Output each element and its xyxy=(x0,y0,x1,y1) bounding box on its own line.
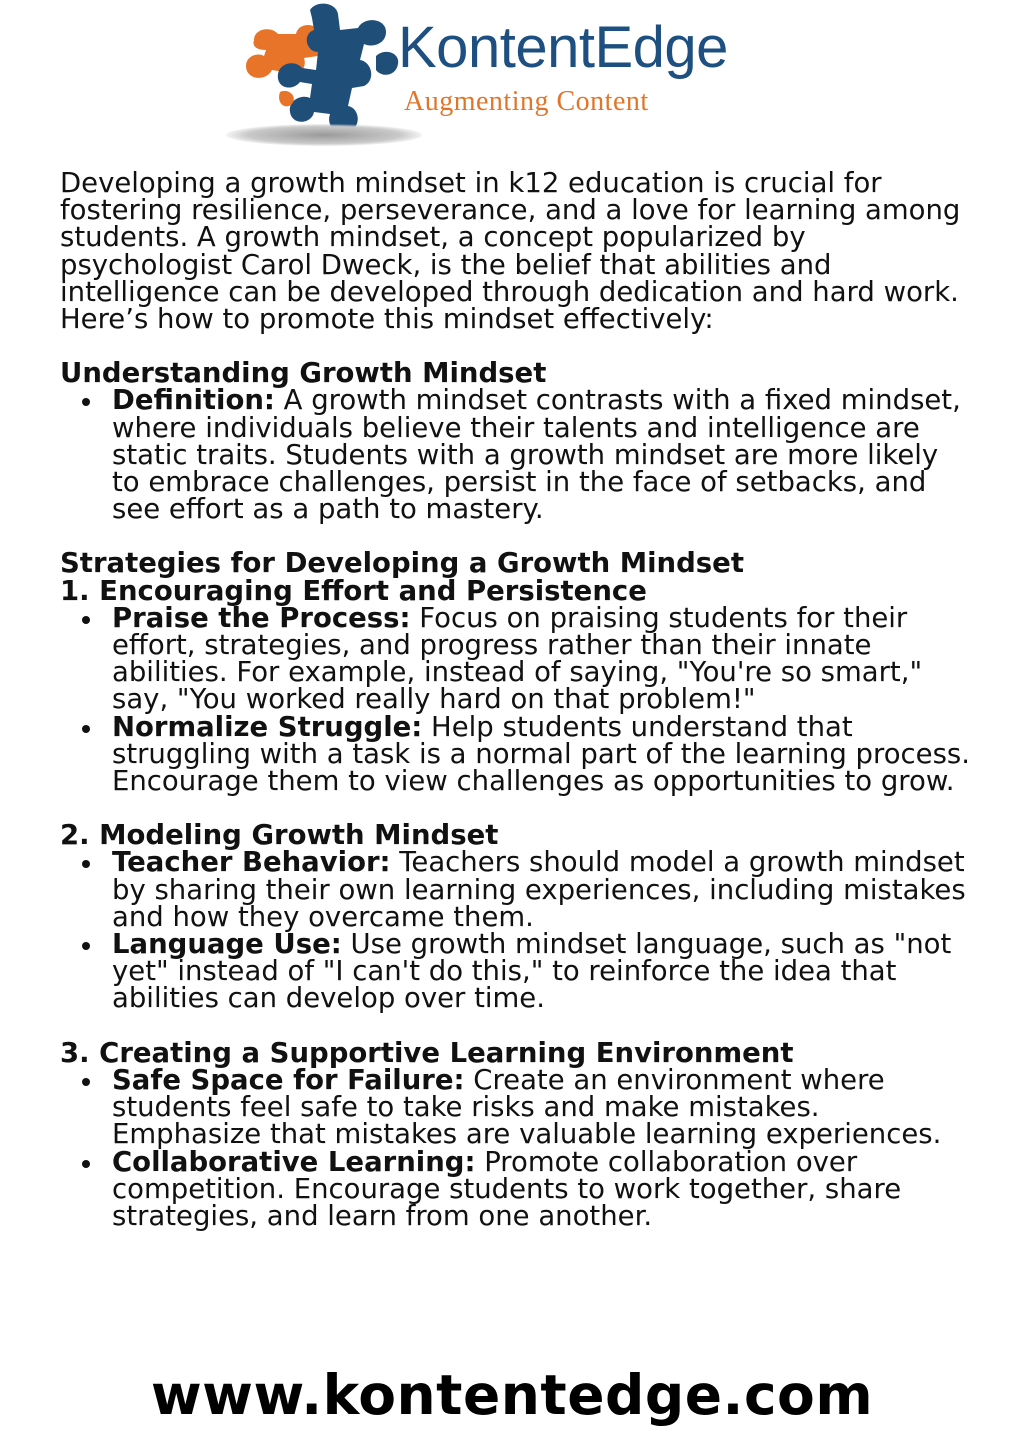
subsection-title-effort: 1. Encouraging Effort and Persistence xyxy=(60,574,647,607)
list-item xyxy=(112,1145,970,1232)
list-item xyxy=(112,846,970,933)
brand-name: KontentEdge xyxy=(398,15,728,80)
subsection-title-modeling: 2. Modeling Growth Mindset xyxy=(60,819,499,852)
item-text: A growth mindset contrasts with a fixed mindset, where individuals believe their talents and intelligence are static traits. Students with a growth mindset are more likely to embrace challenges, persist in the face of setbacks, and see effort as a path to mastery. xyxy=(112,384,961,526)
intro-paragraph: Developing a growth mindset in k12 education is crucial for fostering resilience, perseverance, and a love for learning among students. A growth mindset, a concept popularized by psychologist Carol Dweck, is the belief that abilities and intelligence can be developed through dedication and hard work. Here’s how to promote this mindset effectively: xyxy=(60,167,961,336)
list-item xyxy=(112,1063,970,1151)
item-term: Teacher Behavior: xyxy=(112,846,391,879)
item-text: Use growth mindset language, such as "not yet" instead of "I can't do this," to reinforce the idea that abilities can develop over time. xyxy=(112,928,952,1015)
item-text: Teachers should model a growth mindset by sharing their own learning experiences, including mistakes and how they overcame them. xyxy=(112,846,966,933)
item-text: Create an environment where students feel safe to take risks and make mistakes. Emphasize that mistakes are valuable learning experiences. xyxy=(112,1063,942,1151)
section-title-strategies: Strategies for Developing a Growth Mindset xyxy=(60,547,744,580)
website-url: www.kontentedge.com xyxy=(150,1363,874,1427)
subsection-title-environment: 3. Creating a Supportive Learning Environment xyxy=(60,1036,794,1069)
brand-tagline: Augmenting Content xyxy=(404,86,649,117)
bullet-dot-icon xyxy=(82,1078,90,1086)
item-term: Collaborative Learning: xyxy=(112,1145,476,1178)
item-term: Definition: xyxy=(112,384,275,417)
item-term: Safe Space for Failure: xyxy=(112,1063,465,1096)
item-text: Promote collaboration over competition. Encourage students to work together, share strategies, and learn from one another. xyxy=(112,1145,902,1232)
bullet-dot-icon xyxy=(82,725,90,733)
brand-logo xyxy=(226,0,806,160)
bullet-list-modeling xyxy=(60,846,970,1015)
bullet-list-effort xyxy=(60,601,970,798)
list-item xyxy=(112,710,970,798)
bullet-list-understanding xyxy=(60,384,970,526)
bullet-dot-icon xyxy=(82,1160,90,1168)
item-term: Language Use: xyxy=(112,928,342,961)
list-item xyxy=(112,928,970,1015)
item-text: Focus on praising students for their effort, strategies, and progress rather than their innate abilities. For example, instead of saying, "You're so smart," say, "You worked really hard on that problem!" xyxy=(112,601,923,716)
item-term: Praise the Process: xyxy=(112,601,411,634)
section-title-understanding: Understanding Growth Mindset xyxy=(60,357,547,390)
article-body xyxy=(60,167,970,1232)
bullet-dot-icon xyxy=(82,616,90,624)
list-item xyxy=(112,384,970,526)
bullet-dot-icon xyxy=(82,398,90,406)
bullet-dot-icon xyxy=(82,860,90,868)
item-text: Help students understand that struggling with a task is a normal part of the learning process. Encourage them to view challenges as opportunities to grow. xyxy=(112,710,970,798)
list-item xyxy=(112,601,970,716)
bullet-list-environment xyxy=(60,1063,970,1232)
logo-shadow xyxy=(226,124,422,146)
item-term: Normalize Struggle: xyxy=(112,710,423,743)
bullet-dot-icon xyxy=(82,942,90,950)
